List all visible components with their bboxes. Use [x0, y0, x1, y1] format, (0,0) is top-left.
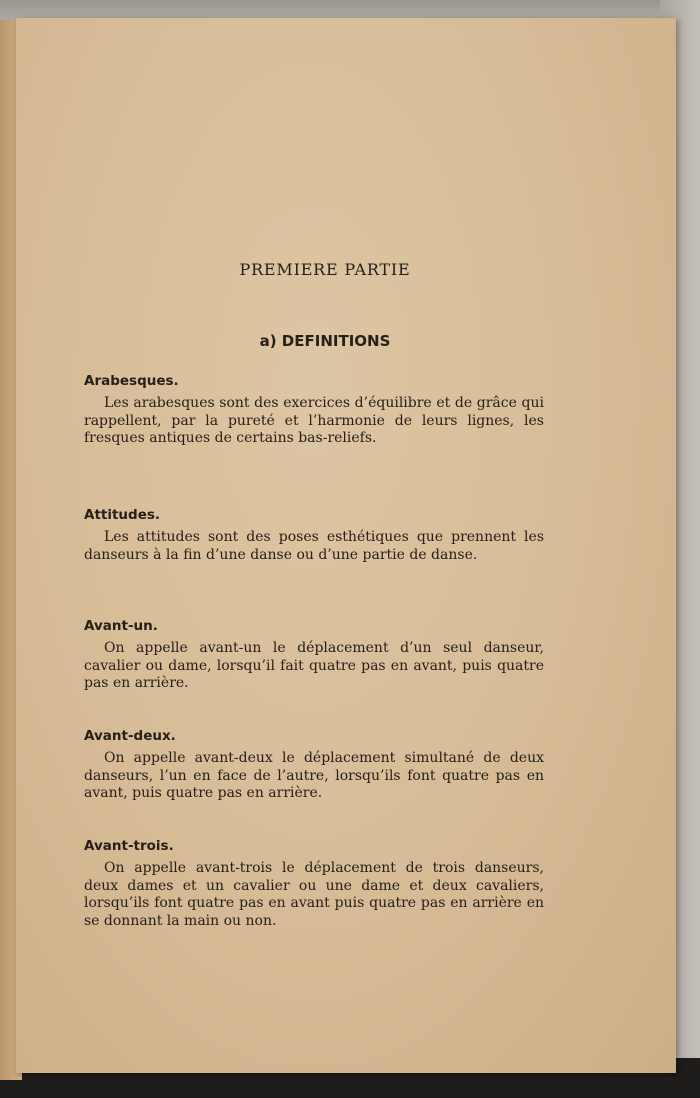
definition-term: Arabesques. — [84, 373, 179, 389]
definition-entry-arabesques — [84, 373, 544, 448]
definition-entry-avant-trois — [84, 838, 544, 930]
definition-entry-avant-deux — [84, 728, 544, 803]
definition-text: Les attitudes sont des poses esthétiques que prennent les danseurs à la fin d’une danse ou d’une partie de danse. — [84, 529, 544, 563]
definition-term: Attitudes. — [84, 507, 161, 523]
definition-text: On appelle avant-deux le déplacement simultané de deux danseurs, l’un en face de l’autre, lorsqu’ils font quatre pas en avant, puis quatre pas en arrière. — [84, 750, 544, 801]
definition-text: On appelle avant-un le déplacement d’un seul danseur, cavalier ou dame, lorsqu’il fait quatre pas en avant, puis quatre pas en arrière. — [84, 640, 544, 691]
book-page — [16, 18, 676, 1073]
part-title: PREMIERE PARTIE — [239, 260, 411, 279]
definition-entry-avant-un — [84, 618, 544, 693]
section-title: a) DEFINITIONS — [259, 332, 391, 350]
definition-term: Avant-deux. — [84, 728, 176, 744]
definition-entry-attitudes — [84, 507, 544, 564]
definition-text: On appelle avant-trois le déplacement de trois danseurs, deux dames et un cavalier ou une dame et deux cavaliers, lorsqu’ils font quatre pas en avant puis quatre pas en arrière en se donnant la main ou non. — [84, 860, 544, 929]
definition-term: Avant-un. — [84, 618, 158, 634]
definition-text: Les arabesques sont des exercices d’équilibre et de grâce qui rappellent, par la pureté et l’harmonie de leurs lignes, les fresques antiques de certains bas-reliefs. — [84, 395, 544, 446]
definition-term: Avant-trois. — [84, 838, 174, 854]
